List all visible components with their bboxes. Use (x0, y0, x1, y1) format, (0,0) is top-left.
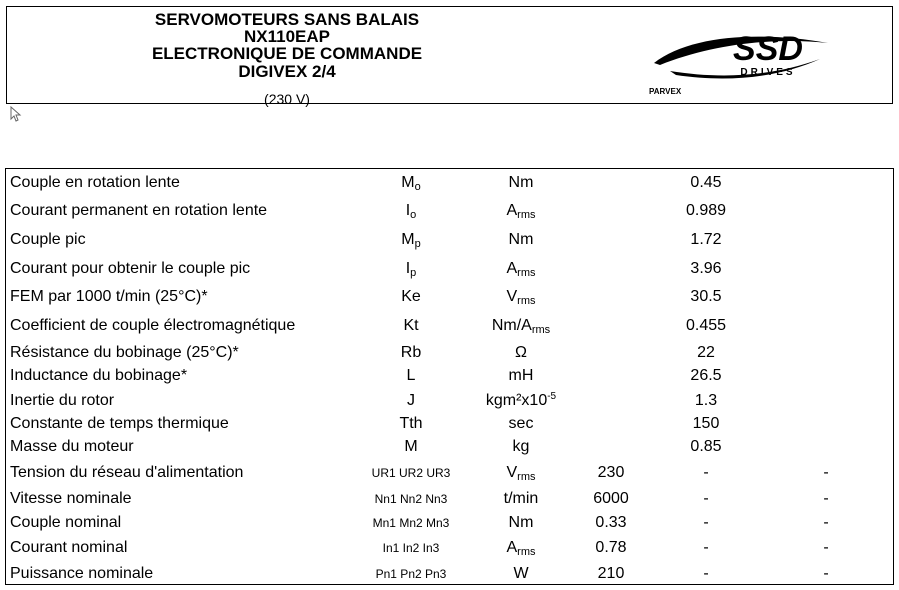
rating-value-1: 230 (597, 464, 625, 481)
spec-symbol: $I_o$ (405, 202, 417, 221)
rating-label: Vitesse nominale (10, 490, 132, 507)
spec-symbol: Kt (403, 317, 419, 334)
spec-symbol: $M_p$ (401, 231, 421, 250)
rating-value-2: - (703, 539, 709, 556)
spec-unit: $kgm^2x10^{-5}$ (485, 391, 557, 409)
spec-symbol: $M_o$ (401, 174, 421, 193)
logo-sub-text: DRIVES (740, 67, 796, 78)
voltage-label: (230 V) (264, 91, 310, 107)
rating-row (6, 461, 893, 485)
rating-symbols: In1 In2 In3 (382, 541, 440, 555)
spec-symbol: M (404, 438, 418, 455)
spec-value: 0.45 (690, 174, 722, 191)
spec-value: 22 (697, 344, 715, 361)
spec-value: 0.455 (685, 317, 727, 334)
rating-row (6, 511, 893, 535)
parvex-label: PARVEX (649, 87, 682, 96)
spec-unit: $A_{rms}$ (506, 202, 536, 221)
rating-value-2: - (703, 464, 709, 481)
spec-row (6, 389, 893, 413)
spec-value: 150 (692, 415, 720, 432)
spec-unit: $Nm/A_{rms}$ (491, 317, 551, 336)
spec-unit: $A_{rms}$ (506, 260, 536, 279)
rating-value-1: 0.33 (595, 514, 627, 531)
rating-value-2: - (703, 514, 709, 531)
rating-value-1: 6000 (593, 490, 629, 507)
spec-unit: mH (508, 367, 534, 384)
title-line-1: SERVOMOTEURS SANS BALAIS (154, 10, 420, 29)
spec-symbol: L (406, 367, 416, 384)
rating-value-3: - (823, 514, 829, 531)
title-block (6, 6, 893, 107)
spec-value: 0.85 (690, 438, 722, 455)
spec-value: 1.72 (690, 231, 722, 248)
spec-value: 3.96 (690, 260, 722, 277)
spec-unit: Ω (515, 344, 527, 361)
rating-value-3: - (823, 464, 829, 481)
rating-symbols: UR1 UR2 UR3 (371, 466, 451, 480)
spec-row (6, 341, 893, 365)
spec-symbol: Tth (399, 415, 423, 432)
mouse-pointer-icon (10, 106, 22, 122)
spec-label: Couple en rotation lente (10, 174, 180, 191)
rating-label: Couple nominal (10, 514, 122, 531)
spec-label: Inductance du bobinage* (10, 367, 188, 384)
spec-unit: Nm (508, 231, 534, 248)
title-line-4: DIGIVEX 2/4 (238, 62, 336, 81)
spec-row (6, 435, 893, 459)
spec-label: Couple pic (10, 231, 86, 248)
spec-unit: sec (508, 415, 534, 432)
rating-symbols: Nn1 Nn2 Nn3 (374, 492, 448, 506)
spec-value: 30.5 (690, 288, 722, 305)
rating-value-3: - (823, 490, 829, 507)
spec-unit: kg (512, 438, 530, 455)
spec-symbol: Rb (400, 344, 422, 361)
title-line-2: NX110EAP (244, 27, 330, 46)
title-line-3: ELECTRONIQUE DE COMMANDE (151, 44, 423, 63)
rating-unit: t/min (503, 490, 539, 507)
rating-label: Puissance nominale (10, 565, 154, 582)
spec-table (5, 168, 894, 585)
rating-row (6, 536, 893, 560)
spec-row (6, 314, 893, 338)
logo-brand-text: SSD (733, 30, 803, 68)
rating-unit: $V_{rms}$ (506, 464, 536, 483)
spec-label: Courant pour obtenir le couple pic (10, 260, 251, 277)
spec-row (6, 228, 893, 252)
spec-label: Coefficient de couple électromagnétique (10, 317, 296, 334)
spec-label: Masse du moteur (10, 438, 134, 455)
rating-label: Tension du réseau d'alimentation (10, 464, 244, 481)
rating-row (6, 487, 893, 511)
spec-value: 26.5 (690, 367, 722, 384)
ssd-drives-logo (650, 25, 830, 85)
rating-value-3: - (823, 565, 829, 582)
rating-value-1: 0.78 (595, 539, 627, 556)
spec-symbol: $I_p$ (405, 260, 417, 279)
spec-unit: Nm (508, 174, 534, 191)
spec-row (6, 412, 893, 436)
spec-symbol: Ke (401, 288, 421, 305)
spec-symbol: J (407, 392, 415, 409)
spec-label: Résistance du bobinage (25°C)* (10, 344, 239, 361)
spec-value: 0.989 (685, 202, 727, 219)
rating-value-2: - (703, 490, 709, 507)
rating-symbols: Pn1 Pn2 Pn3 (375, 567, 447, 581)
spec-unit: $V_{rms}$ (506, 288, 536, 307)
spec-row (6, 171, 893, 195)
rating-unit: Nm (508, 514, 534, 531)
spec-label: Constante de temps thermique (10, 415, 229, 432)
rating-row (6, 562, 893, 586)
rating-value-2: - (703, 565, 709, 582)
spec-row (6, 257, 893, 281)
spec-value: 1.3 (694, 392, 718, 409)
spec-label: Courant permanent en rotation lente (10, 202, 268, 219)
spec-row (6, 364, 893, 388)
spec-label: Inertie du rotor (10, 392, 115, 409)
spec-row (6, 285, 893, 309)
spec-row (6, 199, 893, 223)
rating-symbols: Mn1 Mn2 Mn3 (372, 516, 450, 530)
spec-label: FEM par 1000 t/min (25°C)* (10, 288, 208, 305)
rating-unit: W (513, 565, 529, 582)
rating-unit: $A_{rms}$ (506, 539, 536, 558)
rating-value-3: - (823, 539, 829, 556)
rating-value-1: 210 (597, 565, 625, 582)
rating-label: Courant nominal (10, 539, 128, 556)
